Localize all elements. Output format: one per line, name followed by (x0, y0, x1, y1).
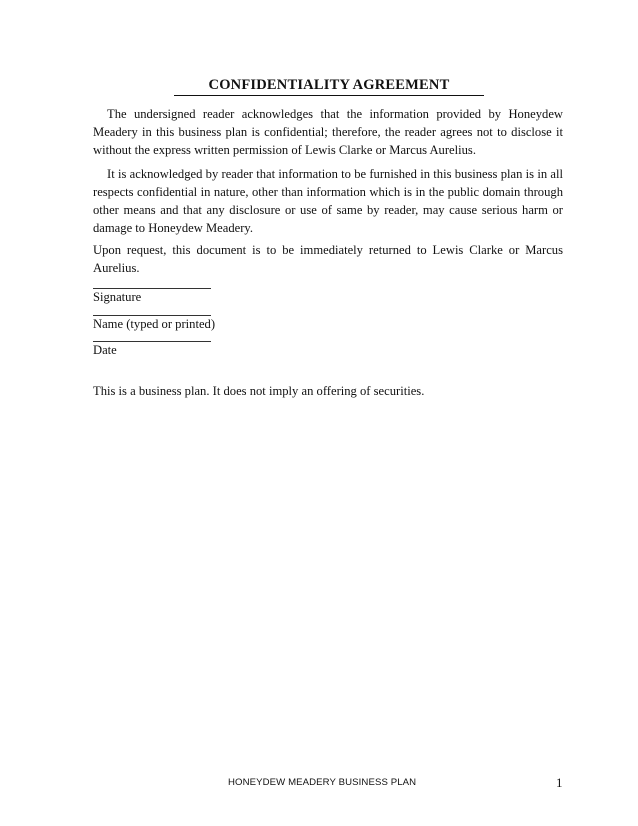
paragraph-return-request: Upon request, this document is to be immediately returned to Lewis Clarke or Marcus Aurelius. (93, 243, 563, 275)
title-underline (174, 76, 484, 96)
date-label: Date (93, 343, 117, 357)
name-line (93, 308, 211, 316)
name-label: Name (typed or printed) (93, 316, 216, 331)
date-line (93, 334, 211, 342)
page-number: 1 (556, 775, 563, 790)
disclaimer-text: This is a business plan. It does not imply an offering of securities. (93, 384, 425, 398)
paragraph-confidentiality: It is acknowledged by reader that information to be furnished in this business plan is in all respects confidential in nature, other than information which is in the public domain through other means and that any disclosure or use of same by reader, may cause serious harm or damage to Honeydew Meadery. (93, 167, 563, 235)
paragraph-acknowledgement: The undersigned reader acknowledges that the information provided by Honeydew Meadery in this business plan is confidential; therefore, the reader agrees not to disclose it without the express written permission of Lewis Clarke or Marcus Aurelius. (93, 107, 563, 157)
signature-label: Signature (93, 290, 142, 304)
signature-block (93, 281, 215, 361)
footer-title: HONEYDEW MEADERY BUSINESS PLAN (228, 777, 417, 788)
signature-line (93, 281, 211, 289)
document-title: CONFIDENTIALITY AGREEMENT (208, 77, 450, 93)
